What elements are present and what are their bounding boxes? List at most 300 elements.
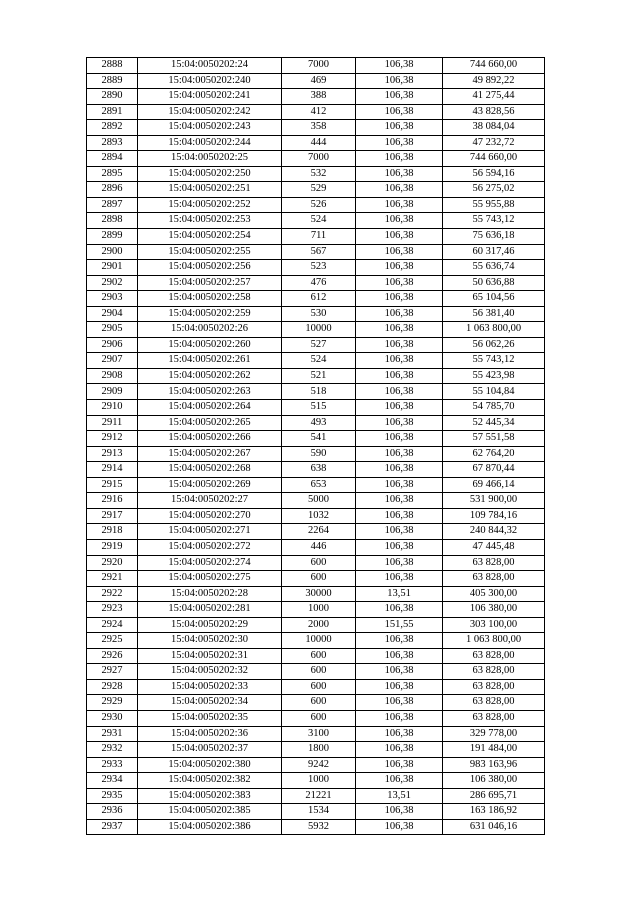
area-cell: 10000 xyxy=(282,322,356,338)
table-row xyxy=(87,400,545,416)
value-cell: 191 484,00 xyxy=(443,742,545,758)
area-cell: 612 xyxy=(282,291,356,307)
area-cell: 527 xyxy=(282,337,356,353)
cadastral-number-cell: 15:04:0050202:254 xyxy=(138,229,282,245)
cadastral-number-cell: 15:04:0050202:386 xyxy=(138,819,282,835)
cadastral-number-cell: 15:04:0050202:260 xyxy=(138,337,282,353)
table-row xyxy=(87,633,545,649)
value-cell: 60 317,46 xyxy=(443,244,545,260)
cadastral-number-cell: 15:04:0050202:275 xyxy=(138,571,282,587)
rate-cell: 106,38 xyxy=(356,353,443,369)
value-cell: 47 445,48 xyxy=(443,539,545,555)
value-cell: 744 660,00 xyxy=(443,151,545,167)
value-cell: 55 636,74 xyxy=(443,260,545,276)
rate-cell: 106,38 xyxy=(356,508,443,524)
rate-cell: 106,38 xyxy=(356,726,443,742)
area-cell: 521 xyxy=(282,368,356,384)
rate-cell: 106,38 xyxy=(356,710,443,726)
rate-cell: 106,38 xyxy=(356,213,443,229)
table-row xyxy=(87,431,545,447)
value-cell: 55 423,98 xyxy=(443,368,545,384)
area-cell: 653 xyxy=(282,477,356,493)
area-cell: 476 xyxy=(282,275,356,291)
cadastral-number-cell: 15:04:0050202:31 xyxy=(138,648,282,664)
area-cell: 412 xyxy=(282,104,356,120)
row-number-cell: 2932 xyxy=(87,742,138,758)
table-row xyxy=(87,306,545,322)
row-number-cell: 2899 xyxy=(87,229,138,245)
row-number-cell: 2900 xyxy=(87,244,138,260)
value-cell: 286 695,71 xyxy=(443,788,545,804)
row-number-cell: 2891 xyxy=(87,104,138,120)
value-cell: 50 636,88 xyxy=(443,275,545,291)
rate-cell: 106,38 xyxy=(356,244,443,260)
table-row xyxy=(87,617,545,633)
row-number-cell: 2930 xyxy=(87,710,138,726)
table-row xyxy=(87,788,545,804)
row-number-cell: 2926 xyxy=(87,648,138,664)
row-number-cell: 2923 xyxy=(87,602,138,618)
area-cell: 7000 xyxy=(282,58,356,74)
table-row xyxy=(87,664,545,680)
value-cell: 63 828,00 xyxy=(443,648,545,664)
rate-cell: 106,38 xyxy=(356,415,443,431)
table-row xyxy=(87,804,545,820)
row-number-cell: 2911 xyxy=(87,415,138,431)
value-cell: 63 828,00 xyxy=(443,571,545,587)
data-table xyxy=(86,57,545,835)
row-number-cell: 2888 xyxy=(87,58,138,74)
rate-cell: 106,38 xyxy=(356,306,443,322)
table-row xyxy=(87,493,545,509)
row-number-cell: 2935 xyxy=(87,788,138,804)
rate-cell: 106,38 xyxy=(356,166,443,182)
value-cell: 63 828,00 xyxy=(443,555,545,571)
row-number-cell: 2913 xyxy=(87,446,138,462)
table-row xyxy=(87,291,545,307)
area-cell: 567 xyxy=(282,244,356,260)
rate-cell: 106,38 xyxy=(356,58,443,74)
cadastral-number-cell: 15:04:0050202:382 xyxy=(138,773,282,789)
row-number-cell: 2920 xyxy=(87,555,138,571)
rate-cell: 106,38 xyxy=(356,757,443,773)
cadastral-number-cell: 15:04:0050202:242 xyxy=(138,104,282,120)
value-cell: 55 955,88 xyxy=(443,197,545,213)
row-number-cell: 2904 xyxy=(87,306,138,322)
value-cell: 106 380,00 xyxy=(443,773,545,789)
cadastral-number-cell: 15:04:0050202:28 xyxy=(138,586,282,602)
cadastral-number-cell: 15:04:0050202:250 xyxy=(138,166,282,182)
value-cell: 65 104,56 xyxy=(443,291,545,307)
table-row xyxy=(87,120,545,136)
table-row xyxy=(87,229,545,245)
rate-cell: 106,38 xyxy=(356,151,443,167)
area-cell: 1000 xyxy=(282,773,356,789)
row-number-cell: 2924 xyxy=(87,617,138,633)
table-row xyxy=(87,586,545,602)
rate-cell: 106,38 xyxy=(356,400,443,416)
rate-cell: 106,38 xyxy=(356,446,443,462)
cadastral-number-cell: 15:04:0050202:253 xyxy=(138,213,282,229)
area-cell: 7000 xyxy=(282,151,356,167)
table-row xyxy=(87,260,545,276)
value-cell: 47 232,72 xyxy=(443,135,545,151)
area-cell: 532 xyxy=(282,166,356,182)
rate-cell: 151,55 xyxy=(356,617,443,633)
cadastral-number-cell: 15:04:0050202:272 xyxy=(138,539,282,555)
value-cell: 744 660,00 xyxy=(443,58,545,74)
row-number-cell: 2915 xyxy=(87,477,138,493)
value-cell: 1 063 800,00 xyxy=(443,322,545,338)
rate-cell: 106,38 xyxy=(356,524,443,540)
area-cell: 493 xyxy=(282,415,356,431)
row-number-cell: 2896 xyxy=(87,182,138,198)
table-body xyxy=(87,58,545,835)
cadastral-number-cell: 15:04:0050202:263 xyxy=(138,384,282,400)
value-cell: 63 828,00 xyxy=(443,710,545,726)
table-row xyxy=(87,726,545,742)
area-cell: 446 xyxy=(282,539,356,555)
area-cell: 515 xyxy=(282,400,356,416)
table-row xyxy=(87,384,545,400)
table-row xyxy=(87,337,545,353)
cadastral-number-cell: 15:04:0050202:36 xyxy=(138,726,282,742)
value-cell: 163 186,92 xyxy=(443,804,545,820)
table-row xyxy=(87,742,545,758)
value-cell: 57 551,58 xyxy=(443,431,545,447)
area-cell: 358 xyxy=(282,120,356,136)
row-number-cell: 2925 xyxy=(87,633,138,649)
value-cell: 56 275,02 xyxy=(443,182,545,198)
table-row xyxy=(87,555,545,571)
value-cell: 303 100,00 xyxy=(443,617,545,633)
value-cell: 63 828,00 xyxy=(443,664,545,680)
area-cell: 600 xyxy=(282,571,356,587)
row-number-cell: 2901 xyxy=(87,260,138,276)
table-row xyxy=(87,602,545,618)
cadastral-number-cell: 15:04:0050202:26 xyxy=(138,322,282,338)
area-cell: 541 xyxy=(282,431,356,447)
rate-cell: 106,38 xyxy=(356,664,443,680)
area-cell: 523 xyxy=(282,260,356,276)
cadastral-number-cell: 15:04:0050202:240 xyxy=(138,73,282,89)
area-cell: 2264 xyxy=(282,524,356,540)
area-cell: 600 xyxy=(282,664,356,680)
row-number-cell: 2909 xyxy=(87,384,138,400)
rate-cell: 106,38 xyxy=(356,322,443,338)
row-number-cell: 2906 xyxy=(87,337,138,353)
row-number-cell: 2931 xyxy=(87,726,138,742)
row-number-cell: 2912 xyxy=(87,431,138,447)
row-number-cell: 2897 xyxy=(87,197,138,213)
area-cell: 5000 xyxy=(282,493,356,509)
rate-cell: 106,38 xyxy=(356,431,443,447)
value-cell: 1 063 800,00 xyxy=(443,633,545,649)
rate-cell: 106,38 xyxy=(356,337,443,353)
rate-cell: 106,38 xyxy=(356,260,443,276)
area-cell: 530 xyxy=(282,306,356,322)
value-cell: 55 743,12 xyxy=(443,213,545,229)
table-row xyxy=(87,353,545,369)
rate-cell: 106,38 xyxy=(356,493,443,509)
rate-cell: 106,38 xyxy=(356,368,443,384)
rate-cell: 106,38 xyxy=(356,120,443,136)
cadastral-number-cell: 15:04:0050202:266 xyxy=(138,431,282,447)
cadastral-number-cell: 15:04:0050202:25 xyxy=(138,151,282,167)
row-number-cell: 2889 xyxy=(87,73,138,89)
table-row xyxy=(87,462,545,478)
table-row xyxy=(87,135,545,151)
cadastral-number-cell: 15:04:0050202:281 xyxy=(138,602,282,618)
value-cell: 63 828,00 xyxy=(443,695,545,711)
area-cell: 469 xyxy=(282,73,356,89)
cadastral-number-cell: 15:04:0050202:244 xyxy=(138,135,282,151)
table-row xyxy=(87,275,545,291)
rate-cell: 106,38 xyxy=(356,742,443,758)
table-row xyxy=(87,73,545,89)
rate-cell: 106,38 xyxy=(356,182,443,198)
row-number-cell: 2890 xyxy=(87,89,138,105)
cadastral-number-cell: 15:04:0050202:251 xyxy=(138,182,282,198)
value-cell: 49 892,22 xyxy=(443,73,545,89)
value-cell: 56 381,40 xyxy=(443,306,545,322)
value-cell: 55 104,84 xyxy=(443,384,545,400)
cadastral-number-cell: 15:04:0050202:27 xyxy=(138,493,282,509)
row-number-cell: 2916 xyxy=(87,493,138,509)
row-number-cell: 2934 xyxy=(87,773,138,789)
rate-cell: 106,38 xyxy=(356,462,443,478)
row-number-cell: 2903 xyxy=(87,291,138,307)
cadastral-number-cell: 15:04:0050202:29 xyxy=(138,617,282,633)
value-cell: 69 466,14 xyxy=(443,477,545,493)
value-cell: 983 163,96 xyxy=(443,757,545,773)
area-cell: 529 xyxy=(282,182,356,198)
value-cell: 56 062,26 xyxy=(443,337,545,353)
cadastral-number-cell: 15:04:0050202:385 xyxy=(138,804,282,820)
rate-cell: 106,38 xyxy=(356,104,443,120)
value-cell: 43 828,56 xyxy=(443,104,545,120)
table-row xyxy=(87,508,545,524)
area-cell: 590 xyxy=(282,446,356,462)
table-row xyxy=(87,166,545,182)
rate-cell: 106,38 xyxy=(356,695,443,711)
cadastral-number-cell: 15:04:0050202:270 xyxy=(138,508,282,524)
cadastral-number-cell: 15:04:0050202:258 xyxy=(138,291,282,307)
value-cell: 106 380,00 xyxy=(443,602,545,618)
row-number-cell: 2933 xyxy=(87,757,138,773)
value-cell: 531 900,00 xyxy=(443,493,545,509)
rate-cell: 106,38 xyxy=(356,602,443,618)
cadastral-number-cell: 15:04:0050202:24 xyxy=(138,58,282,74)
area-cell: 711 xyxy=(282,229,356,245)
rate-cell: 106,38 xyxy=(356,633,443,649)
area-cell: 524 xyxy=(282,213,356,229)
row-number-cell: 2908 xyxy=(87,368,138,384)
area-cell: 600 xyxy=(282,695,356,711)
cadastral-number-cell: 15:04:0050202:37 xyxy=(138,742,282,758)
area-cell: 1800 xyxy=(282,742,356,758)
rate-cell: 13,51 xyxy=(356,586,443,602)
rate-cell: 106,38 xyxy=(356,648,443,664)
area-cell: 600 xyxy=(282,710,356,726)
value-cell: 240 844,32 xyxy=(443,524,545,540)
cadastral-number-cell: 15:04:0050202:32 xyxy=(138,664,282,680)
area-cell: 388 xyxy=(282,89,356,105)
value-cell: 38 084,04 xyxy=(443,120,545,136)
value-cell: 62 764,20 xyxy=(443,446,545,462)
table-row xyxy=(87,182,545,198)
rate-cell: 106,38 xyxy=(356,679,443,695)
row-number-cell: 2907 xyxy=(87,353,138,369)
table-row xyxy=(87,710,545,726)
area-cell: 638 xyxy=(282,462,356,478)
table-row xyxy=(87,757,545,773)
table-row xyxy=(87,322,545,338)
area-cell: 518 xyxy=(282,384,356,400)
cadastral-number-cell: 15:04:0050202:271 xyxy=(138,524,282,540)
area-cell: 30000 xyxy=(282,586,356,602)
rate-cell: 106,38 xyxy=(356,291,443,307)
rate-cell: 106,38 xyxy=(356,477,443,493)
cadastral-number-cell: 15:04:0050202:241 xyxy=(138,89,282,105)
value-cell: 56 594,16 xyxy=(443,166,545,182)
value-cell: 67 870,44 xyxy=(443,462,545,478)
value-cell: 75 636,18 xyxy=(443,229,545,245)
table-row xyxy=(87,539,545,555)
rate-cell: 106,38 xyxy=(356,73,443,89)
table-row xyxy=(87,58,545,74)
table-row xyxy=(87,695,545,711)
table-row xyxy=(87,446,545,462)
rate-cell: 106,38 xyxy=(356,555,443,571)
row-number-cell: 2898 xyxy=(87,213,138,229)
value-cell: 63 828,00 xyxy=(443,679,545,695)
area-cell: 524 xyxy=(282,353,356,369)
area-cell: 444 xyxy=(282,135,356,151)
row-number-cell: 2922 xyxy=(87,586,138,602)
area-cell: 21221 xyxy=(282,788,356,804)
table-row xyxy=(87,213,545,229)
cadastral-number-cell: 15:04:0050202:380 xyxy=(138,757,282,773)
area-cell: 10000 xyxy=(282,633,356,649)
value-cell: 52 445,34 xyxy=(443,415,545,431)
cadastral-number-cell: 15:04:0050202:383 xyxy=(138,788,282,804)
table-row xyxy=(87,89,545,105)
table-row xyxy=(87,524,545,540)
rate-cell: 106,38 xyxy=(356,197,443,213)
table-row xyxy=(87,571,545,587)
rate-cell: 106,38 xyxy=(356,804,443,820)
table-row xyxy=(87,477,545,493)
row-number-cell: 2914 xyxy=(87,462,138,478)
cadastral-number-cell: 15:04:0050202:256 xyxy=(138,260,282,276)
cadastral-number-cell: 15:04:0050202:257 xyxy=(138,275,282,291)
rate-cell: 106,38 xyxy=(356,571,443,587)
rate-cell: 13,51 xyxy=(356,788,443,804)
table-row xyxy=(87,244,545,260)
value-cell: 631 046,16 xyxy=(443,819,545,835)
cadastral-number-cell: 15:04:0050202:267 xyxy=(138,446,282,462)
row-number-cell: 2927 xyxy=(87,664,138,680)
area-cell: 600 xyxy=(282,679,356,695)
cadastral-number-cell: 15:04:0050202:34 xyxy=(138,695,282,711)
row-number-cell: 2894 xyxy=(87,151,138,167)
row-number-cell: 2929 xyxy=(87,695,138,711)
cadastral-number-cell: 15:04:0050202:33 xyxy=(138,679,282,695)
row-number-cell: 2919 xyxy=(87,539,138,555)
cadastral-number-cell: 15:04:0050202:269 xyxy=(138,477,282,493)
cadastral-number-cell: 15:04:0050202:259 xyxy=(138,306,282,322)
rate-cell: 106,38 xyxy=(356,539,443,555)
area-cell: 1000 xyxy=(282,602,356,618)
area-cell: 3100 xyxy=(282,726,356,742)
area-cell: 600 xyxy=(282,648,356,664)
area-cell: 1032 xyxy=(282,508,356,524)
cadastral-number-cell: 15:04:0050202:255 xyxy=(138,244,282,260)
table-row xyxy=(87,648,545,664)
area-cell: 5932 xyxy=(282,819,356,835)
table-row xyxy=(87,151,545,167)
table-row xyxy=(87,773,545,789)
row-number-cell: 2917 xyxy=(87,508,138,524)
row-number-cell: 2928 xyxy=(87,679,138,695)
area-cell: 1534 xyxy=(282,804,356,820)
area-cell: 526 xyxy=(282,197,356,213)
value-cell: 54 785,70 xyxy=(443,400,545,416)
cadastral-number-cell: 15:04:0050202:261 xyxy=(138,353,282,369)
rate-cell: 106,38 xyxy=(356,819,443,835)
cadastral-number-cell: 15:04:0050202:30 xyxy=(138,633,282,649)
rate-cell: 106,38 xyxy=(356,135,443,151)
table-row xyxy=(87,415,545,431)
table-row xyxy=(87,819,545,835)
rate-cell: 106,38 xyxy=(356,229,443,245)
row-number-cell: 2905 xyxy=(87,322,138,338)
row-number-cell: 2893 xyxy=(87,135,138,151)
value-cell: 405 300,00 xyxy=(443,586,545,602)
row-number-cell: 2895 xyxy=(87,166,138,182)
area-cell: 2000 xyxy=(282,617,356,633)
cadastral-number-cell: 15:04:0050202:268 xyxy=(138,462,282,478)
row-number-cell: 2892 xyxy=(87,120,138,136)
rate-cell: 106,38 xyxy=(356,384,443,400)
cadastral-number-cell: 15:04:0050202:265 xyxy=(138,415,282,431)
cadastral-number-cell: 15:04:0050202:243 xyxy=(138,120,282,136)
row-number-cell: 2910 xyxy=(87,400,138,416)
cadastral-number-cell: 15:04:0050202:264 xyxy=(138,400,282,416)
value-cell: 329 778,00 xyxy=(443,726,545,742)
rate-cell: 106,38 xyxy=(356,773,443,789)
row-number-cell: 2936 xyxy=(87,804,138,820)
table-row xyxy=(87,197,545,213)
rate-cell: 106,38 xyxy=(356,275,443,291)
row-number-cell: 2902 xyxy=(87,275,138,291)
table-row xyxy=(87,368,545,384)
table-row xyxy=(87,679,545,695)
cadastral-number-cell: 15:04:0050202:35 xyxy=(138,710,282,726)
row-number-cell: 2921 xyxy=(87,571,138,587)
value-cell: 109 784,16 xyxy=(443,508,545,524)
cadastral-number-cell: 15:04:0050202:252 xyxy=(138,197,282,213)
area-cell: 9242 xyxy=(282,757,356,773)
cadastral-number-cell: 15:04:0050202:262 xyxy=(138,368,282,384)
row-number-cell: 2937 xyxy=(87,819,138,835)
table-row xyxy=(87,104,545,120)
rate-cell: 106,38 xyxy=(356,89,443,105)
cadastral-number-cell: 15:04:0050202:274 xyxy=(138,555,282,571)
value-cell: 41 275,44 xyxy=(443,89,545,105)
area-cell: 600 xyxy=(282,555,356,571)
